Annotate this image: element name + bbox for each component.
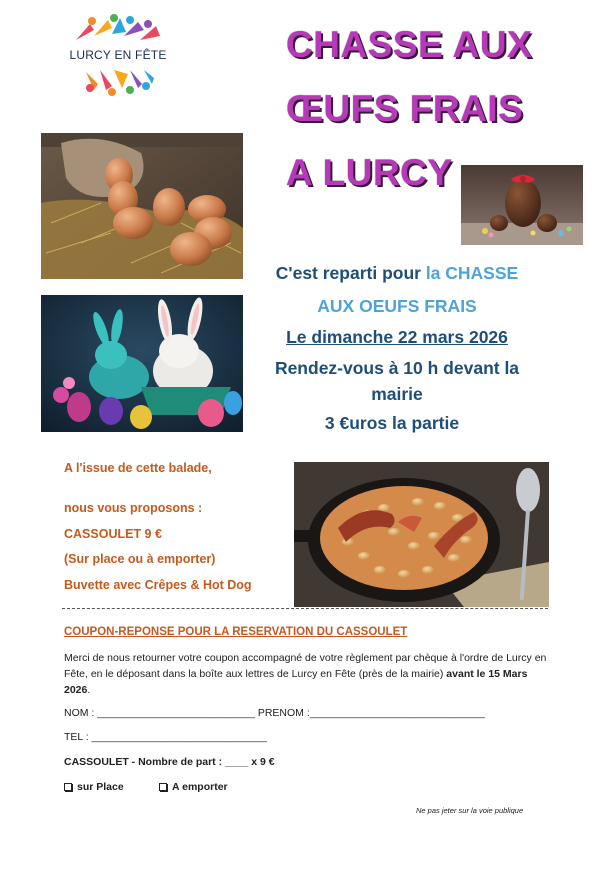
title-line-2: ŒUFS FRAIS <box>286 88 524 129</box>
logo-text: LURCY EN FÊTE <box>69 48 167 62</box>
offer-line-4: (Sur place ou à emporter) <box>64 552 216 566</box>
option-sur-place-label: sur Place <box>77 781 124 793</box>
coupon-separator <box>62 608 548 609</box>
option-a-emporter <box>159 781 228 793</box>
offer-line-5: Buvette avec Crêpes & Hot Dog <box>64 578 252 592</box>
offer-line-3: CASSOULET 9 € <box>64 527 162 541</box>
event-meeting: Rendez-vous à 10 h devant la mairie <box>274 358 520 404</box>
tel-field: TEL : ______________________________ <box>64 731 267 743</box>
event-price: 3 €uros la partie <box>324 413 460 433</box>
event-intro-b: la CHASSE <box>425 263 519 283</box>
photo-rabbits <box>41 295 243 432</box>
checkbox-icon <box>64 783 72 791</box>
title-line-1: CHASSE AUX <box>286 24 533 65</box>
event-intro <box>252 263 542 284</box>
checkbox-icon <box>159 783 167 791</box>
cassoulet-quantity-field: CASSOULET - Nombre de part : ____ x 9 € <box>64 756 275 768</box>
offer-line-2: nous vous proposons : <box>64 501 203 515</box>
photo-cassoulet <box>294 462 549 607</box>
coupon-title: COUPON-REPONSE POUR LA RESERVATION DU CASSOULET <box>64 626 408 638</box>
photo-chocolate-egg <box>461 165 583 245</box>
offer-line-1: A l'issue de cette balade, <box>64 461 212 475</box>
nom-prenom-field: NOM : ___________________________ PRENOM :______________________________ <box>64 707 485 719</box>
coupon-deadline: avant le 15 Mars 2026 <box>64 668 528 696</box>
logo <box>68 12 168 96</box>
option-sur-place <box>64 781 124 793</box>
footnote: Ne pas jeter sur la voie publique <box>416 806 524 815</box>
coupon-body <box>64 650 549 698</box>
coupon-body-text: Merci de nous retourner votre coupon accompagné de votre règlement par chèque à l'ordre de Lurcy en Fête, en le déposant dans la boîte aux lettres de Lurcy en Fête (près de la mairie) <box>64 652 547 680</box>
event-subtitle: AUX OEUFS FRAIS <box>317 296 477 316</box>
event-intro-a: C'est reparti pour <box>275 263 426 283</box>
option-a-emporter-label: A emporter <box>172 781 228 793</box>
coupon-body-end: . <box>87 684 91 696</box>
event-date: Le dimanche 22 mars 2026 <box>286 327 508 347</box>
title-line-3: A LURCY <box>286 152 453 193</box>
photo-eggs <box>41 133 243 279</box>
